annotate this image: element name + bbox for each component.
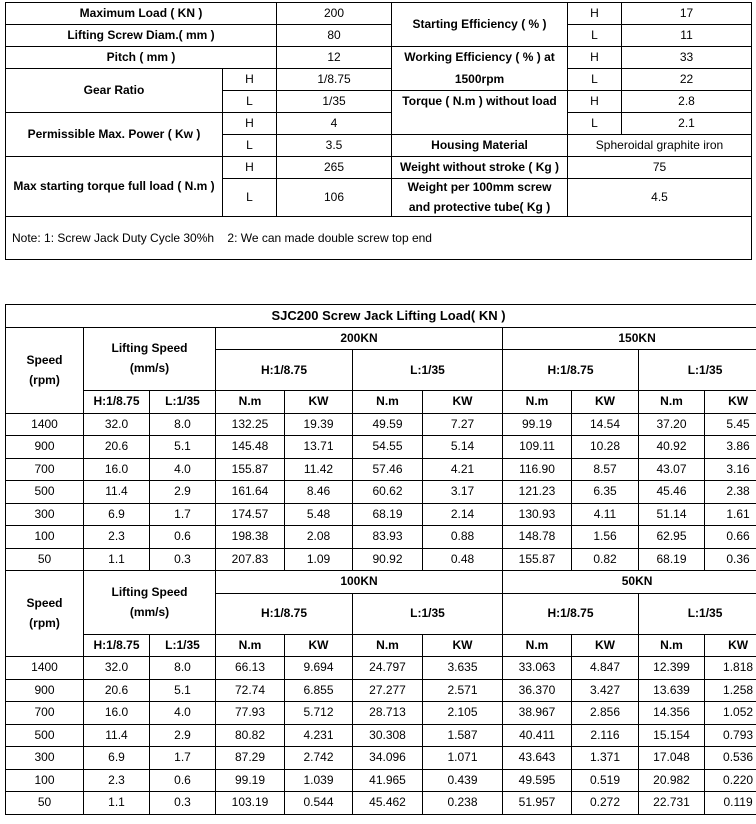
table-cell: 700: [6, 458, 84, 481]
gear-ratio-l-value: 1/35: [277, 91, 392, 113]
table-cell: 2.38: [705, 481, 756, 504]
max-load-value: 200: [277, 3, 392, 25]
table-cell: 900: [6, 679, 84, 702]
subheader-nm: N.m: [353, 391, 423, 414]
screw-diam-label: Lifting Screw Diam.( mm ): [6, 25, 277, 47]
table-cell: 900: [6, 436, 84, 459]
table-cell: 51.14: [639, 503, 705, 526]
table-cell: 5.712: [285, 702, 353, 725]
table-cell: 109.11: [503, 436, 572, 459]
table-cell: 2.571: [423, 679, 503, 702]
table-cell: 174.57: [216, 503, 285, 526]
table-cell: 5.1: [150, 679, 216, 702]
table-cell: 43.07: [639, 458, 705, 481]
table-cell: 68.19: [353, 503, 423, 526]
ratio-header-l: L:1/35: [353, 350, 503, 391]
work-eff-h-key: H: [568, 47, 622, 69]
subheader-nm: N.m: [216, 391, 285, 414]
table-cell: 60.62: [353, 481, 423, 504]
table-cell: 45.46: [639, 481, 705, 504]
power-h-value: 4: [277, 113, 392, 135]
table-cell: 36.370: [503, 679, 572, 702]
table-cell: 5.45: [705, 413, 756, 436]
table-cell: 0.3: [150, 792, 216, 815]
table-cell: 15.154: [639, 724, 705, 747]
table-cell: 11.4: [84, 481, 150, 504]
load-header-b: 150KN: [503, 327, 756, 350]
table-cell: 16.0: [84, 702, 150, 725]
table-cell: 20.982: [639, 769, 705, 792]
ratio-header-h: H:1/8.75: [216, 350, 353, 391]
start-eff-l-key: L: [568, 25, 622, 47]
table-cell: 121.23: [503, 481, 572, 504]
table-cell: 16.0: [84, 458, 150, 481]
table-cell: 57.46: [353, 458, 423, 481]
table-cell: 6.9: [84, 747, 150, 770]
table-cell: 0.6: [150, 769, 216, 792]
table-cell: 2.856: [572, 702, 639, 725]
table-cell: 20.6: [84, 436, 150, 459]
lifting-speed-header: [84, 571, 216, 635]
gear-ratio-h-key: H: [223, 69, 277, 91]
table-cell: 0.439: [423, 769, 503, 792]
table-cell: 1.371: [572, 747, 639, 770]
table-cell: 0.88: [423, 526, 503, 549]
table-row: [6, 526, 756, 549]
table-cell: 1400: [6, 657, 84, 680]
lifting-speed-header-line1: Lifting Speed: [111, 341, 188, 356]
subheader-l-ratio: L:1/35: [150, 391, 216, 414]
table-cell: 500: [6, 724, 84, 747]
gear-ratio-h-value: 1/8.75: [277, 69, 392, 91]
table-cell: 77.93: [216, 702, 285, 725]
table-cell: 30.308: [353, 724, 423, 747]
table-cell: 12.399: [639, 657, 705, 680]
table-cell: 87.29: [216, 747, 285, 770]
speed-header: [6, 571, 84, 657]
table-cell: 1.09: [285, 548, 353, 571]
noload-torque-l-key: L: [568, 113, 622, 135]
table-cell: 14.356: [639, 702, 705, 725]
table-cell: 1.071: [423, 747, 503, 770]
pitch-value: 12: [277, 47, 392, 69]
table-cell: 14.54: [572, 413, 639, 436]
ratio-header-h: H:1/8.75: [503, 593, 639, 634]
weight-screw-label-line1: Weight per 100mm screw: [407, 180, 552, 194]
table-cell: 0.272: [572, 792, 639, 815]
subheader-nm: N.m: [353, 634, 423, 657]
noload-torque-label: Torque ( N.m ) without load: [392, 91, 568, 135]
table-row: [6, 747, 756, 770]
power-h-key: H: [223, 113, 277, 135]
table-row: [6, 702, 756, 725]
spec-table: [5, 2, 752, 260]
table-cell: 20.6: [84, 679, 150, 702]
subheader-kw: KW: [285, 391, 353, 414]
subheader-nm: N.m: [216, 634, 285, 657]
table-cell: 6.9: [84, 503, 150, 526]
table-cell: 0.519: [572, 769, 639, 792]
table-cell: 10.28: [572, 436, 639, 459]
table-cell: 100: [6, 769, 84, 792]
table-cell: 0.3: [150, 548, 216, 571]
subheader-kw: KW: [423, 634, 503, 657]
lifting-load-table: [5, 304, 756, 815]
load-header-a: 100KN: [216, 571, 503, 594]
housing-value: Spheroidal graphite iron: [568, 135, 752, 157]
table-cell: 50: [6, 548, 84, 571]
table-cell: 1.7: [150, 747, 216, 770]
table-cell: 500: [6, 481, 84, 504]
subheader-nm: N.m: [503, 391, 572, 414]
table-cell: 43.643: [503, 747, 572, 770]
table-cell: 0.36: [705, 548, 756, 571]
subheader-kw: KW: [423, 391, 503, 414]
table-cell: 4.0: [150, 702, 216, 725]
table-cell: 80.82: [216, 724, 285, 747]
table-cell: 8.46: [285, 481, 353, 504]
table-cell: 9.694: [285, 657, 353, 680]
table-cell: 33.063: [503, 657, 572, 680]
table-cell: 32.0: [84, 413, 150, 436]
table-row: [6, 548, 756, 571]
table-cell: 0.220: [705, 769, 756, 792]
table-cell: 49.595: [503, 769, 572, 792]
table-cell: 1.1: [84, 548, 150, 571]
table-row: [6, 679, 756, 702]
table-cell: 155.87: [503, 548, 572, 571]
table-cell: 132.25: [216, 413, 285, 436]
table-cell: 155.87: [216, 458, 285, 481]
table-cell: 40.92: [639, 436, 705, 459]
table-cell: 3.17: [423, 481, 503, 504]
table-cell: 1400: [6, 413, 84, 436]
weight-value: 75: [568, 157, 752, 179]
table-cell: 2.9: [150, 481, 216, 504]
table-row: [6, 481, 756, 504]
table-cell: 17.048: [639, 747, 705, 770]
table-cell: 4.231: [285, 724, 353, 747]
table-cell: 54.55: [353, 436, 423, 459]
table-cell: 0.544: [285, 792, 353, 815]
table-cell: 72.74: [216, 679, 285, 702]
table-cell: 1.052: [705, 702, 756, 725]
table-cell: 22.731: [639, 792, 705, 815]
table-cell: 4.21: [423, 458, 503, 481]
table-cell: 24.797: [353, 657, 423, 680]
ratio-header-l: L:1/35: [639, 593, 756, 634]
table-row: [6, 657, 756, 680]
note: Note: 1: Screw Jack Duty Cycle 30%h 2: We can made double screw top end: [6, 217, 752, 260]
table-cell: 2.116: [572, 724, 639, 747]
weight-screw-value: 4.5: [568, 179, 752, 217]
subheader-kw: KW: [705, 634, 756, 657]
table-cell: 19.39: [285, 413, 353, 436]
table-cell: 2.3: [84, 526, 150, 549]
table-cell: 8.0: [150, 657, 216, 680]
subheader-nm: N.m: [639, 634, 705, 657]
pitch-label: Pitch ( mm ): [6, 47, 277, 69]
table-row: [6, 769, 756, 792]
table-cell: 1.61: [705, 503, 756, 526]
table-cell: 51.957: [503, 792, 572, 815]
weight-screw-label-line2: and protective tube( Kg ): [408, 200, 551, 214]
table-cell: 3.16: [705, 458, 756, 481]
subheader-kw: KW: [285, 634, 353, 657]
screw-diam-value: 80: [277, 25, 392, 47]
table-cell: 6.35: [572, 481, 639, 504]
table-cell: 1.7: [150, 503, 216, 526]
speed-header-line2: (rpm): [29, 372, 60, 387]
table-cell: 0.66: [705, 526, 756, 549]
torque-l-value: 106: [277, 179, 392, 217]
table-cell: 41.965: [353, 769, 423, 792]
table-cell: 5.14: [423, 436, 503, 459]
table-cell: 148.78: [503, 526, 572, 549]
gear-ratio-label: Gear Ratio: [6, 69, 223, 113]
table-cell: 4.847: [572, 657, 639, 680]
table-cell: 6.855: [285, 679, 353, 702]
table-cell: 700: [6, 702, 84, 725]
table-cell: 28.713: [353, 702, 423, 725]
power-label: Permissible Max. Power ( Kw ): [6, 113, 223, 157]
table-cell: 7.27: [423, 413, 503, 436]
table-cell: 4.0: [150, 458, 216, 481]
table-cell: 1.587: [423, 724, 503, 747]
lifting-speed-header-line2: (mm/s): [129, 361, 170, 376]
table-cell: 50: [6, 792, 84, 815]
gear-ratio-l-key: L: [223, 91, 277, 113]
table-cell: 1.818: [705, 657, 756, 680]
noload-torque-l-value: 2.1: [622, 113, 752, 135]
ratio-header-h: H:1/8.75: [216, 593, 353, 634]
max-load-label: Maximum Load ( KN ): [6, 3, 277, 25]
ratio-header-l: L:1/35: [353, 593, 503, 634]
torque-label: Max starting torque full load ( N.m ): [6, 157, 223, 217]
table-cell: 2.9: [150, 724, 216, 747]
table-row: [6, 724, 756, 747]
start-eff-h-value: 17: [622, 3, 752, 25]
table-cell: 2.08: [285, 526, 353, 549]
table-cell: 1.56: [572, 526, 639, 549]
table-cell: 0.6: [150, 526, 216, 549]
noload-torque-h-key: H: [568, 91, 622, 113]
table-cell: 300: [6, 747, 84, 770]
table-cell: 198.38: [216, 526, 285, 549]
subheader-kw: KW: [572, 391, 639, 414]
subheader-kw: KW: [705, 391, 756, 414]
table-cell: 2.105: [423, 702, 503, 725]
table-cell: 37.20: [639, 413, 705, 436]
table-cell: 0.82: [572, 548, 639, 571]
table-row: [6, 503, 756, 526]
torque-h-value: 265: [277, 157, 392, 179]
table-cell: 0.793: [705, 724, 756, 747]
table-cell: 145.48: [216, 436, 285, 459]
power-l-value: 3.5: [277, 135, 392, 157]
table-cell: 3.635: [423, 657, 503, 680]
lifting-speed-header-line1: Lifting Speed: [111, 584, 188, 599]
table-cell: 100: [6, 526, 84, 549]
table-cell: 90.92: [353, 548, 423, 571]
ratio-header-h: H:1/8.75: [503, 350, 639, 391]
subheader-h-ratio: H:1/8.75: [84, 634, 150, 657]
speed-header-line1: Speed: [26, 596, 63, 610]
table-cell: 3.86: [705, 436, 756, 459]
work-eff-l-value: 22: [622, 69, 752, 91]
table-cell: 116.90: [503, 458, 572, 481]
table-row: [6, 792, 756, 815]
lifting-speed-header: [84, 327, 216, 391]
table-cell: 1.1: [84, 792, 150, 815]
subheader-kw: KW: [572, 634, 639, 657]
work-eff-label: [392, 47, 568, 91]
work-eff-label-line1: Working Efficiency ( % ) at: [404, 50, 555, 64]
table-cell: 5.48: [285, 503, 353, 526]
speed-header: [6, 327, 84, 413]
table-cell: 45.462: [353, 792, 423, 815]
power-l-key: L: [223, 135, 277, 157]
table-cell: 1.258: [705, 679, 756, 702]
ratio-header-l: L:1/35: [639, 350, 756, 391]
load-header-a: 200KN: [216, 327, 503, 350]
table-cell: 0.238: [423, 792, 503, 815]
table-cell: 32.0: [84, 657, 150, 680]
table-cell: 2.14: [423, 503, 503, 526]
housing-label: Housing Material: [392, 135, 568, 157]
start-eff-label: Starting Efficiency ( % ): [392, 3, 568, 47]
table-cell: 0.536: [705, 747, 756, 770]
start-eff-h-key: H: [568, 3, 622, 25]
table-cell: 207.83: [216, 548, 285, 571]
table-cell: 13.639: [639, 679, 705, 702]
work-eff-l-key: L: [568, 69, 622, 91]
table-cell: 1.039: [285, 769, 353, 792]
table-cell: 83.93: [353, 526, 423, 549]
table-cell: 40.411: [503, 724, 572, 747]
table-cell: 3.427: [572, 679, 639, 702]
table-cell: 103.19: [216, 792, 285, 815]
subheader-nm: N.m: [639, 391, 705, 414]
table-cell: 4.11: [572, 503, 639, 526]
table-cell: 38.967: [503, 702, 572, 725]
table-cell: 161.64: [216, 481, 285, 504]
table-cell: 130.93: [503, 503, 572, 526]
lifting-speed-header-line2: (mm/s): [129, 604, 170, 619]
table-cell: 62.95: [639, 526, 705, 549]
subheader-h-ratio: H:1/8.75: [84, 391, 150, 414]
table-cell: 99.19: [216, 769, 285, 792]
subheader-nm: N.m: [503, 634, 572, 657]
work-eff-label-line2: 1500rpm: [454, 72, 505, 86]
speed-header-line1: Speed: [26, 352, 63, 367]
table-cell: 27.277: [353, 679, 423, 702]
table-cell: 300: [6, 503, 84, 526]
table-cell: 8.57: [572, 458, 639, 481]
table-cell: 0.48: [423, 548, 503, 571]
start-eff-l-value: 11: [622, 25, 752, 47]
table-cell: 0.119: [705, 792, 756, 815]
torque-h-key: H: [223, 157, 277, 179]
table-cell: 66.13: [216, 657, 285, 680]
table-row: [6, 436, 756, 459]
table-row: [6, 413, 756, 436]
table-cell: 2.742: [285, 747, 353, 770]
load-header-b: 50KN: [503, 571, 756, 594]
torque-l-key: L: [223, 179, 277, 217]
table-cell: 34.096: [353, 747, 423, 770]
table-cell: 2.3: [84, 769, 150, 792]
table-cell: 11.4: [84, 724, 150, 747]
weight-label: Weight without stroke ( Kg ): [392, 157, 568, 179]
table-cell: 11.42: [285, 458, 353, 481]
table-cell: 8.0: [150, 413, 216, 436]
load-table-title: SJC200 Screw Jack Lifting Load( KN ): [6, 305, 756, 328]
subheader-l-ratio: L:1/35: [150, 634, 216, 657]
table-cell: 5.1: [150, 436, 216, 459]
work-eff-h-value: 33: [622, 47, 752, 69]
weight-screw-label: [392, 179, 568, 217]
table-cell: 49.59: [353, 413, 423, 436]
table-row: [6, 458, 756, 481]
noload-torque-h-value: 2.8: [622, 91, 752, 113]
speed-header-line2: (rpm): [29, 616, 60, 630]
table-cell: 68.19: [639, 548, 705, 571]
table-cell: 13.71: [285, 436, 353, 459]
table-cell: 99.19: [503, 413, 572, 436]
